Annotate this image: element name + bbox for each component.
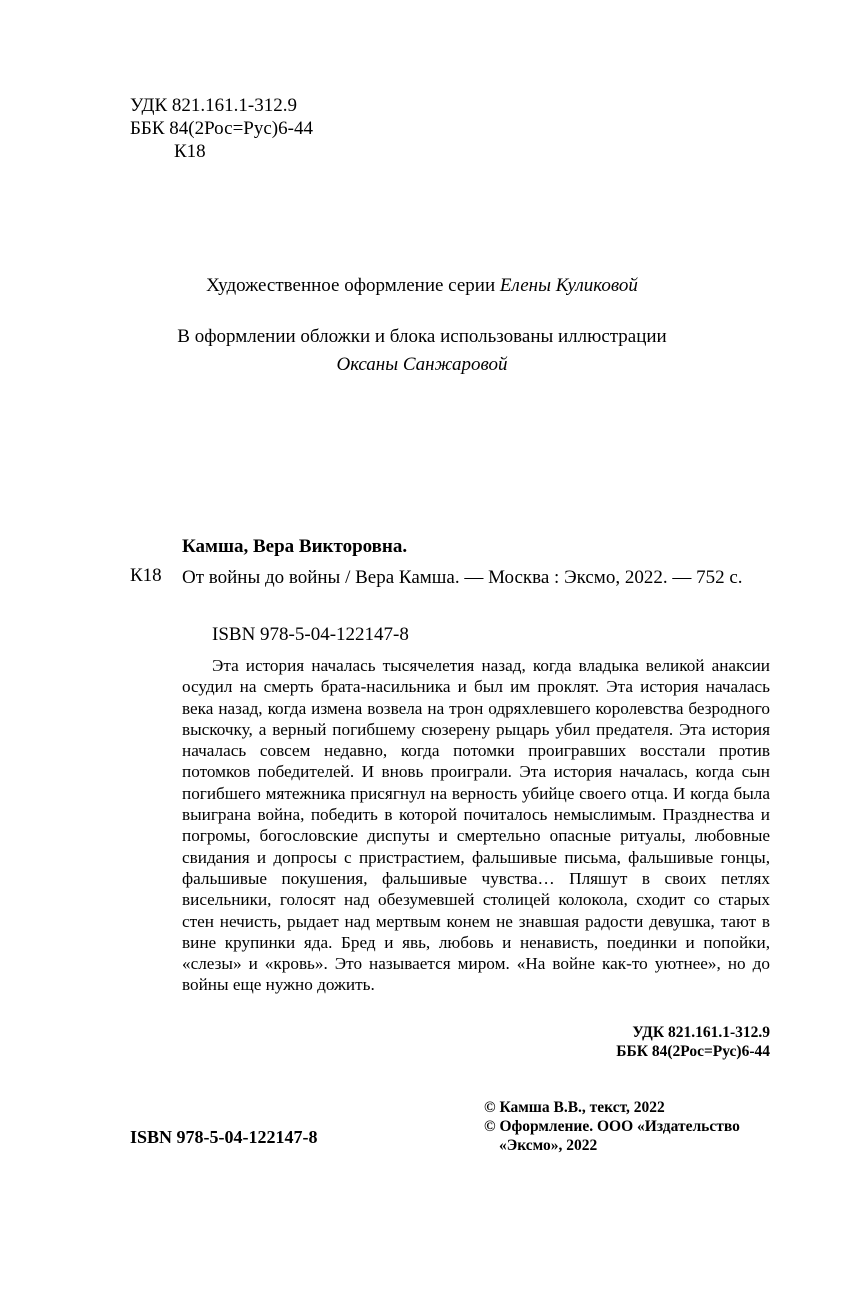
copyright-text: © Камша В.В., текст, 2022 [484,1099,665,1116]
record-udk-code: УДК 821.161.1-312.9 [632,1024,770,1041]
annotation: Эта история началась тысячелетия назад, когда владыка великой анаксии осудил на смерть брата-насильника и был им проклят. Эта история началась века назад, когда измена возвела на трон одряхлевшего королевства безродного выскочку, а верный погибшему сюзерену рыцарь убил предателя. Эта история началась совсем недавно, когда потомки проигравших восстали против потомков победителей. И вновь проиграли. Эта история началась, когда сын погибшего мятежника присягнул на верность убийце своего отца. И когда была выиграна война, победить в которой почиталось немыслимым. Празднества и погромы, богословские диспуты и смертельно опасные ритуалы, любовные свидания и допросы с пристрастием, фальшивые письма, фальшивые гонцы, фальшивые покушения, фальшивые чувства… Пляшут в своих петлях висельники, голосят над обезумевшей столицей колокола, сходит со старых стен нечисть, рыдает над мертвым конем не знавшая радости девушка, тают в вине крупинки яда. Бред и явь, любовь и ненависть, поединки и попойки, «слезы» и «кровь». Это называется миром. «На войне как-то уютнее», но до войны еще нужно дожить. [182,656,770,995]
series-design-credit [0,272,844,300]
record-isbn: ISBN 978-5-04-122147-8 [212,624,409,645]
record-classification-codes [560,1023,770,1061]
footer-isbn: ISBN 978-5-04-122147-8 [130,1127,318,1147]
illustrations-line: В оформлении обложки и блока использованы иллюстрации [177,326,667,347]
record-author-mark: К18 [130,565,162,586]
copyright-block [484,1098,774,1155]
illustrations-credit [0,323,844,379]
series-design-prefix: Художественное оформление серии [206,275,500,296]
series-designer-name: Елены Куликовой [499,275,638,296]
top-classification-codes [130,94,313,163]
author-mark: К18 [174,141,206,162]
copyright-design-line-1: © Оформление. ООО «Издательство [484,1118,740,1135]
udk-code: УДК 821.161.1-312.9 [130,95,297,116]
bbk-code: ББК 84(2Рос=Рус)6-44 [130,118,313,139]
bibliographic-description: От войны до войны / Вера Камша. — Москва : Эксмо, 2022. — 752 с. [182,567,743,588]
record-bbk-code: ББК 84(2Рос=Рус)6-44 [616,1043,770,1060]
author-heading: Камша, Вера Викторовна. [182,536,408,557]
copyright-design-line-2: «Эксмо», 2022 [499,1137,598,1154]
illustrator-name: Оксаны Санжаровой [336,354,508,375]
